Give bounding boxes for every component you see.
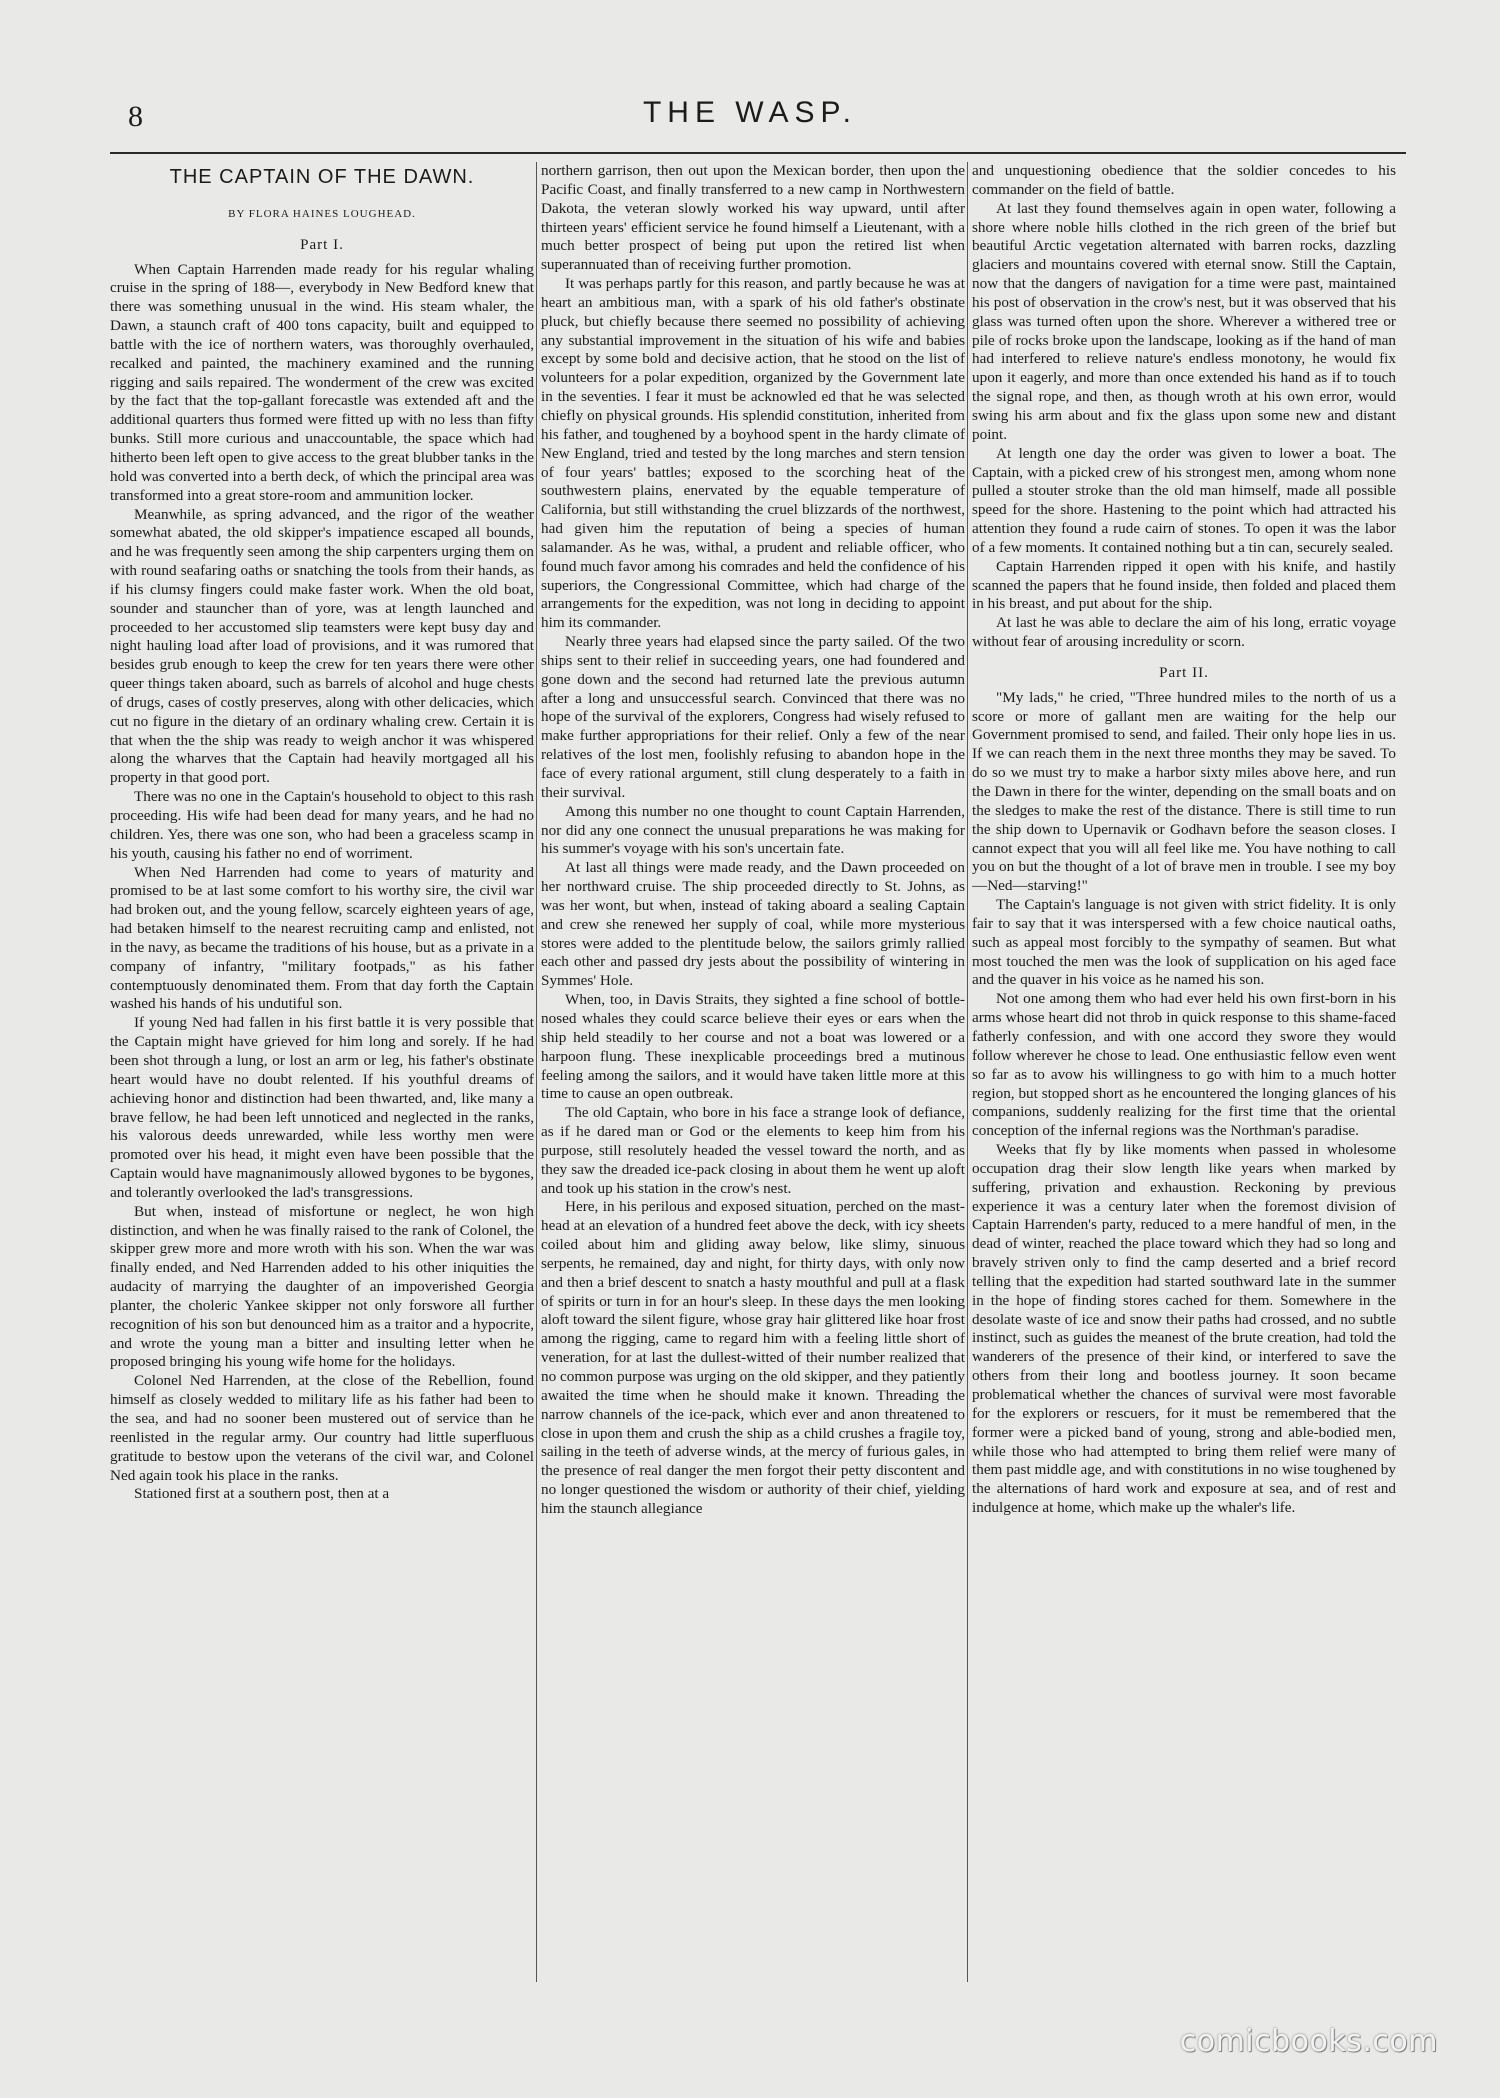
- page-number: 8: [128, 100, 143, 133]
- paragraph: There was no one in the Captain's household to object to this rash proceeding. His wife had been dead for many years, and he had no children. Yes, there was one son, who had been a graceless scamp in his youth, causing his father no end of worriment.: [110, 788, 534, 862]
- paragraph: When Captain Harrenden made ready for his regular whaling cruise in the spring of 188—, everybody in New Bedford knew that there was something unusual in the wind. His steam whaler, the Dawn, a staunch craft of 400 tons capacity, built and equipped to battle with the ice of northern waters, was thoroughly overhauled, recalked and painted, the machinery examined and the running rigging and sails repaired. The wonderment of the crew was excited by the fact that the top-gallant forecastle was extended aft and the additional quarters thus formed were fitted up with no less than fifty bunks. Still more curious and unaccountable, the space which had hitherto been left open to give access to the great blubber tanks in the hold was converted into a berth deck, of which the principal area was transformed into a great store-room and ammunition locker.: [110, 260, 534, 504]
- paragraph: Here, in his perilous and exposed situation, perched on the mast-head at an elevation of a hundred feet above the deck, with icy sheets coiled about him and gliding away below, like slimy, sinuous serpents, he remained, day and night, for thirty days, with only now and then a brief descent to snatch a hasty mouthful and pull at a flask of spirits or turn in for an hour's sleep. In these days the men looking aloft toward the silent figure, whose gray hair glittered like hoar frost among the rigging, came to regard him with a feeling little short of veneration, for at last the dullest-witted of their number realized that no common purpose was urging on the old skipper, and they patiently awaited the time when he should make it known. Threading the narrow channels of the ice-pack, which ever and anon threatened to close in upon them and crush the ship as a child crushes a fragile toy, sailing in the teeth of adverse winds, at the mercy of furious gales, in the presence of real danger the men forgot their petty discontent and no longer questioned the wisdom or authority of their chief, yielding him the staunch allegiance: [541, 1198, 965, 1517]
- paragraph: Stationed first at a southern post, then at a: [134, 1485, 390, 1503]
- paragraph: But when, instead of misfortune or neglect, he won high distinction, and when he was finally raised to the rank of Colonel, the skipper grew more and more wroth with his son. When the war was finally ended, and Ned Harrenden added to his other iniquities the audacity of marrying the daughter of an impoverished Georgia planter, the choleric Yankee skipper not only forswore all further recognition of his son but denounced him as a traitor and a hypocrite, and wrote the young man a bitter and insulting letter when he proposed bringing his young wife home for the holidays.: [110, 1202, 534, 1371]
- masthead: THE WASP.: [642, 96, 858, 129]
- paragraph: At last all things were made ready, and the Dawn proceeded on her northward cruise. The ship proceeded directly to St. Johns, as was her wont, but when, instead of taking aboard a sealing Captain and crew she renewed her supply of coal, while more mysterious stores were added to the plentitude below, the sailors grimly rallied each other and passed dry jests about the possibility of wintering in Symmes' Hole.: [541, 859, 965, 990]
- column-divider: [536, 162, 537, 1982]
- paragraph: northern garrison, then out upon the Mexican border, then upon the Pacific Coast, and finally transferred to a new camp in Northwestern Dakota, the veteran slowly worked his way upward, until after thirteen years' efficient service he found himself a Lieutenant, with a much better prospect of being put upon the retired list when superannuated than of receiving further promotion.: [541, 162, 965, 274]
- column-1: [110, 162, 534, 1982]
- watermark: comicbooks.com: [1179, 2024, 1438, 2059]
- paragraph: The Captain's language is not given with strict fidelity. It is only fair to say that it was interspersed with a few choice nautical oaths, such as appeal most forcibly to the sympathy of seamen. But what most touched the men was the look of supplication on his aged face and the quaver in his voice as he named his son.: [972, 896, 1396, 989]
- column-2: [541, 162, 965, 1982]
- paragraph: Among this number no one thought to count Captain Harrenden, nor did any one connect the unusual preparations he was making for his summer's voyage with his son's uncertain fate.: [541, 802, 965, 858]
- article-title: THE CAPTAIN OF THE DAWN.: [169, 166, 475, 188]
- paragraph: and unquestioning obedience that the soldier concedes to his commander on the field of battle.: [972, 162, 1396, 198]
- paragraph: Colonel Ned Harrenden, at the close of the Rebellion, found himself as closely wedded to military life as his father had been to the sea, and had no sooner been mustered out of service than he reenlisted in the regular army. Our country had little superfluous gratitude to bestow upon the veterans of the civil war, and Colonel Ned again took his place in the ranks.: [110, 1372, 534, 1484]
- paragraph: Weeks that fly by like moments when passed in wholesome occupation drag their slow length like years when marked by suffering, privation and exhaustion. Reckoning by previous experience it was a century later when the foremost division of Captain Harrenden's party, reduced to a mere handful of men, in the dead of winter, reached the place toward which they had so long and bravely striven only to find the camp deserted and a brief record telling that the expedition had started southward late in the summer in the hope of finding stores cached for them. Somewhere in the desolate waste of ice and snow their paths had crossed, and no subtle instinct, such as guides the meanest of the brute creation, had told the wanderers of the presence of their kind, or interfered to save the others from their long and bootless journey. It soon became problematical whether the chances of survival were most favorable for the explorers or rescuers, for it must be remembered that the former were a picked band of young, strong and able-bodied men, while those who had attempted to bring them relief were many of them past middle age, and with constitutions in no wise toughened by the alternations of hard work and exposure at sea, and of rest and indulgence at home, which make up the whaler's life.: [972, 1141, 1396, 1517]
- paragraph: If young Ned had fallen in his first battle it is very possible that the Captain might have grieved for him long and sorely. If he had been shot through a lung, or lost an arm or leg, his father's obstinate heart would have no doubt relented. If his youthful dreams of achieving honor and distinction had been thwarted, and, like many a brave fellow, he had been left unnoticed and neglected in the ranks, his valorous deeds unrewarded, while less worthy men were promoted over his head, it might even have been possible that the Captain would have magnanimously allowed bygones to be bygones, and tolerantly overlooked the lad's transgressions.: [110, 1014, 534, 1201]
- paragraph: When, too, in Davis Straits, they sighted a fine school of bottle-nosed whales they could scarce believe their eyes or ears when the ship held steadily to her course and not a boat was lowered or a harpoon flung. These inexplicable proceedings bred a mutinous feeling among the sailors, and it would have taken little more at this time to cause an open outbreak.: [541, 991, 965, 1103]
- paragraph: Meanwhile, as spring advanced, and the rigor of the weather somewhat abated, the old skipper's impatience escaped all bounds, and he was frequently seen among the ship carpenters urging them on with round seafaring oaths or snatching the tools from their hands, as if his clumsy fingers could make faster work. When the old boat, sounder and stauncher than of yore, was at length launched and proceeded to her accustomed slip teamsters were kept busy day and night hauling load after load of provisions, and it was rumored that besides grub enough to keep the crew for ten years there were other queer things taken aboard, such as barrels of alcohol and huge chests of drugs, cases of costly preserves, along with other delicacies, which cut no figure in the dietary of an ordinary whaling crew. Certain it is that when the the ship was ready to weigh anchor it was whispered along the wharves that the Captain had heavily mortgaged all his property in that good port.: [110, 505, 534, 787]
- paragraph: At length one day the order was given to lower a boat. The Captain, with a picked crew of his strongest men, among whom none pulled a stouter stroke than the old man himself, made all possible speed for the shore. Hastening to the point which had attracted his attention they found a rude cairn of stones. To open it was the labor of a few moments. It contained nothing but a tin can, securely sealed.: [972, 444, 1396, 556]
- byline: BY FLORA HAINES LOUGHEAD.: [228, 207, 416, 220]
- paragraph: At last they found themselves again in open water, following a shore where noble hills clothed in the rich green of the brief but beautiful Arctic vegetation alternated with barren rocks, dazzling glaciers and mountains covered with eternal snow. Still the Captain, now that the dangers of navigation for a time were past, maintained his post of observation in the crow's nest, but it was observed that his glass was turned often upon the shore. Wherever a withered tree or pile of rocks broke upon the landscape, looking as if the hand of man had interfered to relieve nature's endless monotony, he would fix upon it eagerly, and more than once extended his hand as if to touch the signal rope, and then, as though wroth at his own error, would swing his arm about and fix the glass upon some new and distant point.: [972, 199, 1396, 443]
- part-heading: Part II.: [1159, 664, 1209, 681]
- paragraph: "My lads," he cried, "Three hundred miles to the north of us a score or more of gallant men are waiting for the help our Government promised to send, and failed. Their only hope lies in us. If we can reach them in the next three months they may be saved. To do so we must try to make a harbor sixty miles above here, and run the Dawn in there for the winter, depending on the small boats and on the sledges to make the rest of the distance. There is still time to run the ship down to Upernavik or Godhavn before the season closes. I cannot expect that you will all feel like me. You have nothing to call you on but the thought of a lot of brave men in trouble. I see my boy—Ned—starving!": [972, 688, 1396, 895]
- paragraph: When Ned Harrenden had come to years of maturity and promised to be at last some comfort to his worthy sire, the civil war had broken out, and the young fellow, scarcely eighteen years of age, had betaken himself to the nearest recruiting camp and enlisted, not in the navy, as became the traditions of his house, but as a private in a company of infantry, "military footpads," as his father contemptuously denominated them. From that day forth the Captain washed his hands of his undutiful son.: [110, 863, 534, 1013]
- paragraph: Nearly three years had elapsed since the party sailed. Of the two ships sent to their relief in succeeding years, one had foundered and gone down and the second had returned late the previous autumn after a long and unsuccessful search. Convinced that there was no hope of the survival of the explorers, Congress had wisely refused to make further appropriations for their relief. Only a few of the near relatives of the lost men, foolishly refusing to abandon hope in the face of every rational argument, still clung desperately to a faith in their survival.: [541, 633, 965, 801]
- paragraph: Not one among them who had ever held his own first-born in his arms whose heart did not throb in quick response to this shame-faced fatherly confession, and with one accord they swore they would follow wherever he chose to lead. One enthusiastic fellow even went so far as to avow his willingness to go with him to a much hotter region, but stopped short as he encountered the longing glances of his companions, suddenly realizing for the first time that the oriental conception of the infernal regions was the Northman's paradise.: [972, 990, 1396, 1140]
- paragraph: The old Captain, who bore in his face a strange look of defiance, as if he dared man or God or the elements to keep him from his purpose, still resolutely headed the vessel toward the north, and as they saw the dreaded ice-pack closing in about them he went up aloft and took up his station in the crow's nest.: [541, 1104, 965, 1197]
- paragraph: At last he was able to declare the aim of his long, erratic voyage without fear of arousing incredulity or scorn.: [972, 614, 1396, 651]
- part-heading: Part I.: [300, 236, 344, 253]
- paragraph: It was perhaps partly for this reason, and partly because he was at heart an ambitious man, with a spark of his old father's obstinate pluck, but chiefly because there seemed no possibility of achieving any substantial improvement in the situation of his wife and babies except by some bold and decisive action, that he stood on the list of volunteers for a polar expedition, organized by the Government late in the seventies. I fear it must be acknowled ed that he was selected chiefly on physical grounds. His splendid constitution, inherited from his father, and toughened by a boyhood spent in the hardy climate of New England, tried and tested by the long marches and stern tension of four years' battles; exposed to the scorching heat of the southwestern plains, enervated by the equable temperature of California, but still withstanding the cruel blizzards of the northwest, had given him the reputation of being a species of human salamander. As he was, withal, a prudent and reliable officer, who found much favor among his comrades and held the confidence of his superiors, the Congressional Committee, which had charge of the arrangements for the expedition, was not long in deciding to appoint him its commander.: [541, 275, 965, 632]
- paragraph: Captain Harrenden ripped it open with his knife, and hastily scanned the papers that he found inside, then folded and placed them in his breast, and put about for the ship.: [972, 557, 1396, 613]
- column-3: [972, 162, 1396, 1982]
- header-rule: [110, 152, 1406, 154]
- column-divider: [967, 162, 968, 1982]
